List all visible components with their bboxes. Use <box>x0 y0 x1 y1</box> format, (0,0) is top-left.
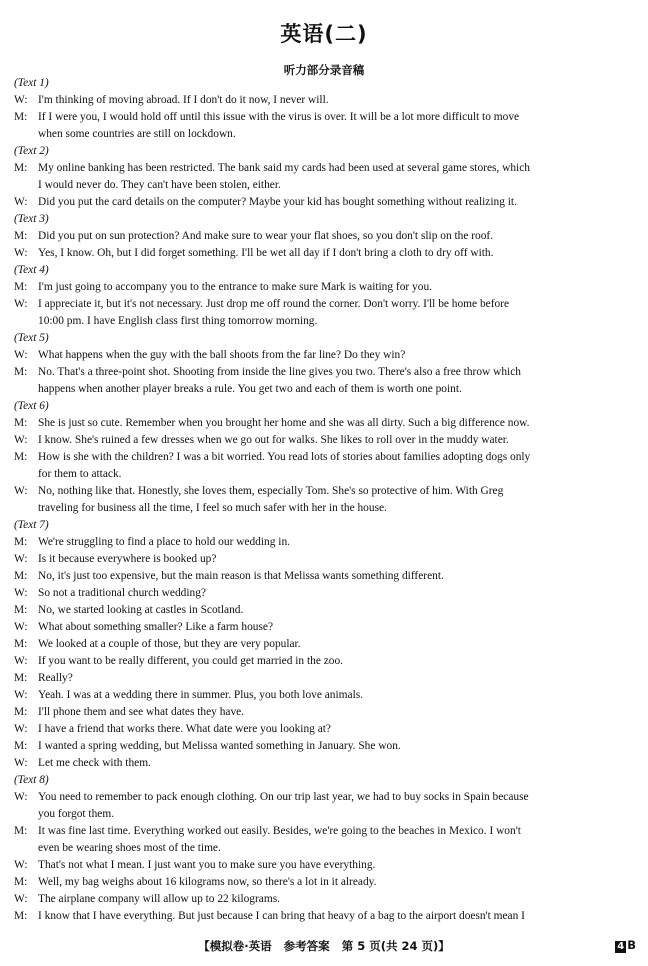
dialogue-text: Really? <box>38 672 73 684</box>
dialogue-continuation: for them to attack. <box>38 468 122 480</box>
dialogue-text: We're struggling to find a place to hold our wedding in. <box>38 536 290 548</box>
dialogue-line <box>14 721 636 738</box>
speaker-label: W: <box>14 757 28 769</box>
transcript-body <box>14 75 636 925</box>
speaker-label: W: <box>14 655 28 667</box>
footer-answer-label: 参考答案 <box>283 939 330 953</box>
dialogue-continuation: even be wearing shoes most of the time. <box>38 842 221 854</box>
speaker-label: W: <box>14 859 28 871</box>
dialogue-text: My online banking has been restricted. The bank said my cards had been used at several game stores, which <box>38 162 530 174</box>
dialogue-text: Yeah. I was at a wedding there in summer. Plus, you both love animals. <box>38 689 364 701</box>
speaker-label: W: <box>14 893 28 905</box>
dialogue-line <box>14 483 636 500</box>
dialogue-line <box>14 738 636 755</box>
dialogue-line <box>14 228 636 245</box>
speaker-label: W: <box>14 298 28 310</box>
dialogue-text: It was fine last time. Everything worked out easily. Besides, we're going to the beaches in Mexico. I won't <box>38 825 521 837</box>
speaker-label: W: <box>14 349 28 361</box>
dialogue-text: I appreciate it, but it's not necessary. Just drop me off round the corner. Don't worry. I'll be home before <box>38 298 510 310</box>
speaker-label: M: <box>14 740 28 752</box>
dialogue-text: What happens when the guy with the ball shoots from the far line? Do they win? <box>38 349 406 361</box>
page-footer <box>0 938 648 954</box>
dialogue-text: So not a traditional church wedding? <box>38 587 206 599</box>
corner-box-number: 4 <box>617 941 625 952</box>
dialogue-text: You need to remember to pack enough clothing. On our trip last year, we had to buy socks in Spain because <box>38 791 529 803</box>
page-title: 英语(二) <box>280 22 368 46</box>
speaker-label: M: <box>14 672 28 684</box>
speaker-label: M: <box>14 604 28 616</box>
dialogue-line <box>14 823 636 840</box>
dialogue-text: I'll phone them and see what dates they have. <box>38 706 245 718</box>
dialogue-line <box>14 874 636 891</box>
speaker-label: M: <box>14 536 28 548</box>
speaker-label: M: <box>14 570 28 582</box>
dialogue-text: Yes, I know. Oh, but I did forget something. I'll be wet all day if I don't bring a cloth to dry off with. <box>38 247 494 259</box>
dialogue-text: No, nothing like that. Honestly, she loves them, especially Tom. She's so protective of him. With Greg <box>38 485 504 497</box>
speaker-label: M: <box>14 281 28 293</box>
dialogue-line <box>14 653 636 670</box>
dialogue-text: I'm just going to accompany you to the entrance to make sure Mark is waiting for you. <box>38 281 432 293</box>
speaker-label: M: <box>14 706 28 718</box>
dialogue-text: She is just so cute. Remember when you brought her home and she was all dirty. Such a big difference now. <box>38 417 530 429</box>
dialogue-line <box>14 364 636 381</box>
dialogue-line <box>14 857 636 874</box>
text-section-label: (Text 5) <box>14 332 49 344</box>
speaker-label: W: <box>14 723 28 735</box>
text-section-label: (Text 7) <box>14 519 49 531</box>
speaker-label: M: <box>14 111 28 123</box>
speaker-label: M: <box>14 162 28 174</box>
dialogue-continuation: you forgot them. <box>38 808 115 820</box>
speaker-label: W: <box>14 791 28 803</box>
dialogue-line <box>14 534 636 551</box>
dialogue-continuation: 10:00 pm. I have English class first thing tomorrow morning. <box>38 315 318 327</box>
speaker-label: M: <box>14 825 28 837</box>
speaker-label: W: <box>14 196 28 208</box>
dialogue-text: I wanted a spring wedding, but Melissa wanted something in January. She won. <box>38 740 401 752</box>
speaker-label: W: <box>14 94 28 106</box>
dialogue-continuation: traveling for business all the time, I feel so much safer with her in the house. <box>38 502 387 514</box>
dialogue-line <box>14 245 636 262</box>
corner-letter: B <box>627 938 636 952</box>
dialogue-line <box>14 347 636 364</box>
speaker-label: W: <box>14 621 28 633</box>
dialogue-line <box>14 602 636 619</box>
speaker-label: M: <box>14 876 28 888</box>
footer-exam-name: 【模拟卷·英语 <box>198 939 272 953</box>
dialogue-text: I'm thinking of moving abroad. If I don't do it now, I never will. <box>38 94 329 106</box>
text-section-label: (Text 1) <box>14 77 49 89</box>
dialogue-text: Did you put the card details on the computer? Maybe your kid has bought something without realizing it. <box>38 196 517 208</box>
speaker-label: W: <box>14 587 28 599</box>
dialogue-text: Let me check with them. <box>38 757 151 769</box>
speaker-label: W: <box>14 485 28 497</box>
dialogue-line <box>14 449 636 466</box>
dialogue-continuation: I would never do. They can't have been stolen, either. <box>38 179 281 191</box>
dialogue-line <box>14 109 636 126</box>
dialogue-line <box>14 160 636 177</box>
dialogue-line <box>14 687 636 704</box>
dialogue-line <box>14 755 636 772</box>
dialogue-text: Well, my bag weighs about 16 kilograms now, so there's a lot in it already. <box>38 876 377 888</box>
dialogue-line <box>14 194 636 211</box>
dialogue-text: No, it's just too expensive, but the main reason is that Melissa wants something different. <box>38 570 444 582</box>
dialogue-text: If you want to be really different, you could get married in the zoo. <box>38 655 344 667</box>
speaker-label: W: <box>14 247 28 259</box>
speaker-label: M: <box>14 451 28 463</box>
speaker-label: M: <box>14 417 28 429</box>
dialogue-text: I know that I have everything. But just because I can bring that heavy of a bag to the airport doesn't mean I <box>38 910 525 922</box>
dialogue-text: The airplane company will allow up to 22 kilograms. <box>38 893 280 905</box>
dialogue-line <box>14 891 636 908</box>
dialogue-line <box>14 789 636 806</box>
dialogue-line <box>14 92 636 109</box>
speaker-label: M: <box>14 230 28 242</box>
dialogue-line <box>14 432 636 449</box>
dialogue-text: I know. She's ruined a few dresses when we go out for walks. She likes to roll over in the muddy water. <box>38 434 509 446</box>
dialogue-line <box>14 415 636 432</box>
dialogue-line <box>14 585 636 602</box>
dialogue-text: No, we started looking at castles in Scotland. <box>38 604 244 616</box>
speaker-label: M: <box>14 366 28 378</box>
text-section-label: (Text 4) <box>14 264 49 276</box>
footer-page-number: 第 5 页(共 24 页)】 <box>341 939 450 953</box>
speaker-label: W: <box>14 689 28 701</box>
dialogue-text: I have a friend that works there. What date were you looking at? <box>38 723 331 735</box>
dialogue-text: We looked at a couple of those, but they are very popular. <box>38 638 301 650</box>
dialogue-text: Did you put on sun protection? And make sure to wear your flat shoes, so you don't slip on the roof. <box>38 230 494 242</box>
text-section-label: (Text 3) <box>14 213 49 225</box>
dialogue-line <box>14 296 636 313</box>
footer-corner-mark <box>615 938 636 953</box>
dialogue-line <box>14 551 636 568</box>
dialogue-line <box>14 908 636 925</box>
dialogue-continuation: when some countries are still on lockdown. <box>38 128 236 140</box>
text-section-label: (Text 8) <box>14 774 49 786</box>
dialogue-text: If I were you, I would hold off until this issue with the virus is over. It will be a lot more difficult to move <box>38 111 520 123</box>
dialogue-continuation: happens when another player breaks a rule. You get two and each of them is worth one point. <box>38 383 462 395</box>
speaker-label: W: <box>14 553 28 565</box>
dialogue-text: No. That's a three-point shot. Shooting from inside the line gives you two. There's also a free throw which <box>38 366 521 378</box>
dialogue-line <box>14 619 636 636</box>
speaker-label: M: <box>14 910 28 922</box>
dialogue-text: Is it because everywhere is booked up? <box>38 553 217 565</box>
dialogue-line <box>14 670 636 687</box>
dialogue-line <box>14 704 636 721</box>
page-subtitle: 听力部分录音稿 <box>283 63 365 77</box>
text-section-label: (Text 6) <box>14 400 49 412</box>
dialogue-line <box>14 636 636 653</box>
dialogue-line <box>14 568 636 585</box>
text-section-label: (Text 2) <box>14 145 49 157</box>
speaker-label: W: <box>14 434 28 446</box>
dialogue-line <box>14 279 636 296</box>
speaker-label: M: <box>14 638 28 650</box>
dialogue-text: How is she with the children? I was a bit worried. You read lots of stories about families adopting dogs only <box>38 451 531 463</box>
dialogue-text: That's not what I mean. I just want you to make sure you have everything. <box>38 859 376 871</box>
dialogue-text: What about something smaller? Like a farm house? <box>38 621 274 633</box>
